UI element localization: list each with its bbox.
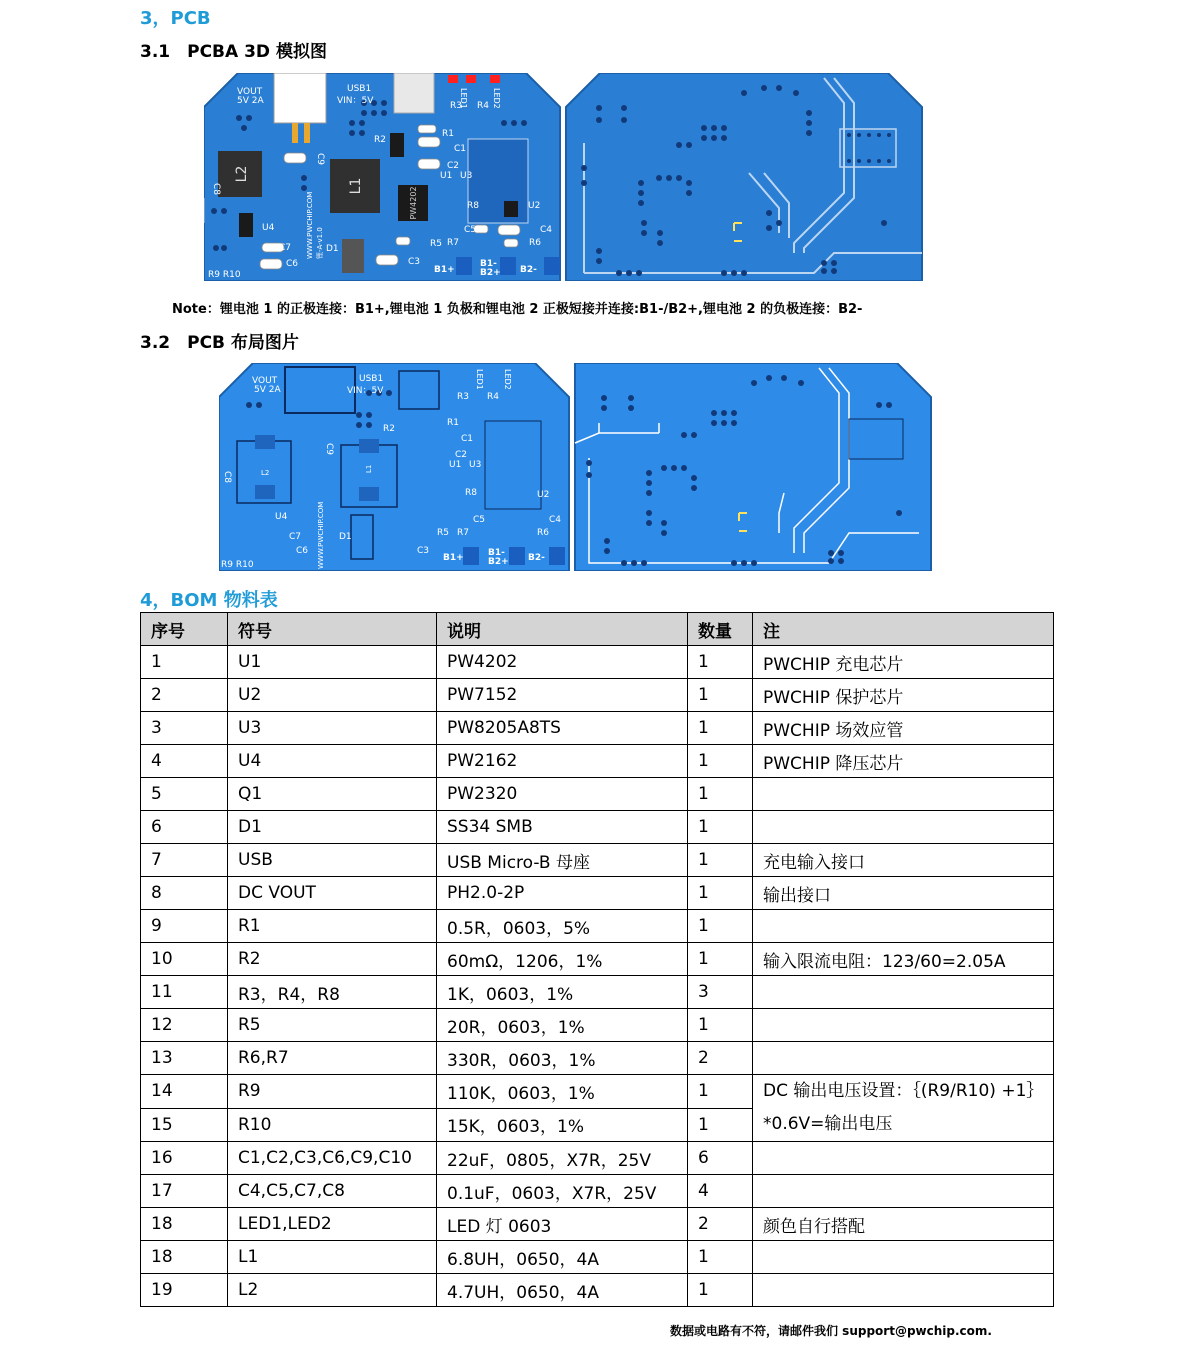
pcb-c4-label: C4 xyxy=(540,225,553,235)
pcb2-r1-label: R1 xyxy=(447,418,459,428)
pcb2-led1-label: LED1 xyxy=(475,369,484,390)
bom-cell-description: 0.5R，0603，5% xyxy=(437,910,688,943)
bom-cell-quantity: 1 xyxy=(688,1108,753,1142)
table-row xyxy=(141,745,1054,778)
bom-cell-index: 15 xyxy=(141,1108,228,1142)
pcb2-r9-r10-label: R9 R10 xyxy=(221,560,254,570)
bom-cell-description: 6.8UH，0650，4A xyxy=(437,1241,688,1274)
pcb2-vout-label: VOUT xyxy=(252,376,278,386)
bom-cell-index: 13 xyxy=(141,1042,228,1075)
table-row xyxy=(141,1208,1054,1241)
table-row xyxy=(141,877,1054,910)
bom-cell-note: PWCHIP 降压芯片 xyxy=(753,745,1054,778)
pcb2-b2p-label: B2+ xyxy=(488,557,509,567)
bom-cell-quantity: 2 xyxy=(688,1042,753,1075)
bom-cell-description: 0.1uF，0603，X7R，25V xyxy=(437,1175,688,1208)
bom-cell-quantity: 1 xyxy=(688,877,753,910)
bom-cell-description: LED 灯 0603 xyxy=(437,1208,688,1241)
pcb-c8-label: C8 xyxy=(211,183,221,196)
pcb-vin-label: VIN：5V xyxy=(337,96,374,106)
bom-cell-index: 17 xyxy=(141,1175,228,1208)
pcb-c1-label: C1 xyxy=(454,144,467,154)
pcb2-c5-label: C5 xyxy=(473,515,486,525)
pcb-c2-label: C2 xyxy=(447,161,460,171)
pcb2-r2-label: R2 xyxy=(383,424,395,434)
section-3-2-heading: 3.2 PCB 布局图片 xyxy=(140,333,299,353)
bom-cell-index: 4 xyxy=(141,745,228,778)
bom-cell-index: 8 xyxy=(141,877,228,910)
pcb-usb1-label: USB1 xyxy=(347,84,372,94)
pcb2-r6-label: R6 xyxy=(537,528,549,538)
bom-cell-quantity: 1 xyxy=(688,1274,753,1307)
pcb-r5-label: R5 xyxy=(430,239,442,249)
bom-cell-note: 充电输入接口 xyxy=(753,844,1054,877)
bom-cell-note xyxy=(753,910,1054,943)
bom-cell-note xyxy=(753,1042,1054,1075)
bom-cell-quantity: 1 xyxy=(688,745,753,778)
pcb2-led2-label: LED2 xyxy=(503,369,512,390)
pcb-www-label: WWW.PWCHIP.COM xyxy=(306,191,314,259)
bom-cell-symbol: L1 xyxy=(228,1241,437,1274)
pcb2-c6-label: C6 xyxy=(296,546,309,556)
section-3-1-heading: 3.1 PCBA 3D 模拟图 xyxy=(140,42,327,62)
pcb2-d1-label: D1 xyxy=(339,532,352,542)
bom-cell-symbol: Q1 xyxy=(228,778,437,811)
bom-cell-note xyxy=(753,1009,1054,1042)
pcb-r1-label: R1 xyxy=(442,129,454,139)
pcb-c5-label: C5 xyxy=(464,225,477,235)
pcb-r9-r10-label: R9 R10 xyxy=(208,270,241,280)
bom-cell-symbol: U4 xyxy=(228,745,437,778)
table-row xyxy=(141,1142,1054,1175)
bom-cell-index: 1 xyxy=(141,646,228,679)
pcb2-r8-label: R8 xyxy=(465,488,477,498)
pcb2-b2m-label: B2- xyxy=(528,553,545,563)
bom-cell-index: 10 xyxy=(141,943,228,976)
pcb-r6-label: R6 xyxy=(529,238,541,248)
pcb2-www-label: WWW.PWCHIP.COM xyxy=(317,501,325,569)
bom-cell-quantity: 6 xyxy=(688,1142,753,1175)
bom-cell-index: 3 xyxy=(141,712,228,745)
table-row xyxy=(141,778,1054,811)
bom-cell-symbol: LED1,LED2 xyxy=(228,1208,437,1241)
bom-cell-symbol: R6,R7 xyxy=(228,1042,437,1075)
bom-cell-description: 110K，0603，1% xyxy=(437,1075,688,1109)
pcb-version-label: 锂-A-v1.0 xyxy=(316,227,324,259)
bom-cell-description: 60mΩ，1206，1% xyxy=(437,943,688,976)
table-row xyxy=(141,646,1054,679)
table-row xyxy=(141,811,1054,844)
bom-cell-symbol: R3，R4，R8 xyxy=(228,976,437,1009)
bom-cell-description: 22uF，0805，X7R，25V xyxy=(437,1142,688,1175)
bom-cell-quantity: 3 xyxy=(688,976,753,1009)
pcb-r7-label: R7 xyxy=(447,238,459,248)
bom-cell-note: PWCHIP 场效应管 xyxy=(753,712,1054,745)
bom-cell-index: 12 xyxy=(141,1009,228,1042)
bom-cell-index: 14 xyxy=(141,1075,228,1109)
pcb2-c2-label: C2 xyxy=(455,450,468,460)
pcb-r2-label: R2 xyxy=(374,135,386,145)
table-row xyxy=(141,844,1054,877)
pcb2-l2-label: L2 xyxy=(261,469,270,477)
battery-connection-note: Note：锂电池 1 的正极连接：B1+,锂电池 1 负极和锂电池 2 正极短接并连接:B1-/B2+,锂电池 2 的负极连接：B2- xyxy=(172,302,863,317)
svg-text:L2: L2 xyxy=(234,165,250,183)
bom-cell-description: PW8205A8TS xyxy=(437,712,688,745)
pcb-led1-label: LED1 xyxy=(459,88,468,109)
bom-cell-note xyxy=(753,1241,1054,1274)
table-row xyxy=(141,1009,1054,1042)
pcb-r4-label: R4 xyxy=(477,101,489,111)
svg-text:L1: L1 xyxy=(348,177,364,195)
pcb-u1-label: U1 xyxy=(440,171,453,181)
pcb2-b1m-label: B1- xyxy=(488,548,505,558)
pcb-c9-label: C9 xyxy=(315,153,325,166)
section-3-heading: 3，PCB xyxy=(140,8,211,29)
pcb-b2m-label: B2- xyxy=(520,265,537,275)
pcb2-r5-label: R5 xyxy=(437,528,449,538)
bom-cell-note: PWCHIP 充电芯片 xyxy=(753,646,1054,679)
bom-cell-symbol: U2 xyxy=(228,679,437,712)
table-row xyxy=(141,943,1054,976)
pcb2-r3-label: R3 xyxy=(457,392,469,402)
bom-header-symbol: 符号 xyxy=(228,613,437,646)
pcb2-u1-label: U1 xyxy=(449,460,462,470)
pcb-r8-label: R8 xyxy=(467,201,479,211)
pcb-u3-label: U3 xyxy=(460,171,473,181)
pcb-b1p-label: B1+ xyxy=(434,265,455,275)
bom-cell-quantity: 1 xyxy=(688,1009,753,1042)
bom-cell-index: 18 xyxy=(141,1241,228,1274)
pw4202-chip-label: PW4202 xyxy=(409,186,418,220)
pcb2-c8-label: C8 xyxy=(222,471,232,484)
pcb-layout-image xyxy=(219,363,932,571)
bom-cell-quantity: 1 xyxy=(688,712,753,745)
bom-header-row xyxy=(141,613,1054,646)
table-row xyxy=(141,712,1054,745)
pcb2-u2-label: U2 xyxy=(537,490,550,500)
bom-cell-quantity: 2 xyxy=(688,1208,753,1241)
pcb-vout-spec-label: 5V 2A xyxy=(237,96,264,106)
bom-cell-symbol: U3 xyxy=(228,712,437,745)
pcb2-vout-spec-label: 5V 2A xyxy=(254,385,281,395)
bom-cell-quantity: 1 xyxy=(688,778,753,811)
pcb-u4-label: U4 xyxy=(262,223,275,233)
bom-cell-symbol: DC VOUT xyxy=(228,877,437,910)
bom-cell-description: 20R，0603，1% xyxy=(437,1009,688,1042)
table-row xyxy=(141,910,1054,943)
bom-cell-quantity: 1 xyxy=(688,679,753,712)
bom-cell-index: 19 xyxy=(141,1274,228,1307)
bom-cell-description: 1K，0603，1% xyxy=(437,976,688,1009)
bom-cell-symbol: R2 xyxy=(228,943,437,976)
pcb-vout-label: VOUT xyxy=(237,87,263,97)
pcb2-c4-label: C4 xyxy=(549,515,562,525)
table-row xyxy=(141,1175,1054,1208)
table-row xyxy=(141,679,1054,712)
bom-header-description: 说明 xyxy=(437,613,688,646)
bom-cell-note xyxy=(753,811,1054,844)
table-row xyxy=(141,1241,1054,1274)
bom-header-note: 注 xyxy=(753,613,1054,646)
bom-cell-index: 16 xyxy=(141,1142,228,1175)
pcba-3d-image xyxy=(204,73,926,281)
bom-cell-description: 330R，0603，1% xyxy=(437,1042,688,1075)
bom-cell-note xyxy=(753,976,1054,1009)
table-row xyxy=(141,1274,1054,1307)
bom-cell-note xyxy=(753,1274,1054,1307)
bom-cell-note: PWCHIP 保护芯片 xyxy=(753,679,1054,712)
bom-table xyxy=(140,612,1054,1307)
table-row xyxy=(141,1075,1054,1109)
bom-cell-note: 输入限流电阻：123/60=2.05A xyxy=(753,943,1054,976)
pcb2-c3-label: C3 xyxy=(417,546,430,556)
bom-cell-note xyxy=(753,1142,1054,1175)
pcb2-r4-label: R4 xyxy=(487,392,499,402)
pcb-c3-label: C3 xyxy=(408,257,421,267)
bom-cell-symbol: USB xyxy=(228,844,437,877)
bom-cell-index: 5 xyxy=(141,778,228,811)
bom-cell-symbol: D1 xyxy=(228,811,437,844)
bom-cell-description: SS34 SMB xyxy=(437,811,688,844)
bom-cell-symbol: R5 xyxy=(228,1009,437,1042)
bom-cell-index: 6 xyxy=(141,811,228,844)
bom-cell-description: USB Micro-B 母座 xyxy=(437,844,688,877)
section-4-heading: 4，BOM 物料表 xyxy=(140,590,278,611)
bom-cell-index: 7 xyxy=(141,844,228,877)
bom-cell-symbol: C4,C5,C7,C8 xyxy=(228,1175,437,1208)
bom-cell-index: 11 xyxy=(141,976,228,1009)
bom-cell-description: PW2320 xyxy=(437,778,688,811)
bom-cell-quantity: 4 xyxy=(688,1175,753,1208)
bom-cell-symbol: R1 xyxy=(228,910,437,943)
bom-cell-index: 18 xyxy=(141,1208,228,1241)
bom-cell-description: PH2.0-2P xyxy=(437,877,688,910)
bom-cell-description: PW7152 xyxy=(437,679,688,712)
pcb2-c1-label: C1 xyxy=(461,434,474,444)
pcb2-r7-label: R7 xyxy=(457,528,469,538)
bom-cell-symbol: R9 xyxy=(228,1075,437,1109)
pcb2-c9-label: C9 xyxy=(324,443,334,456)
bom-cell-description: 15K，0603，1% xyxy=(437,1108,688,1142)
footer-contact-note: 数据或电路有不符，请邮件我们 support@pwchip.com. xyxy=(670,1324,992,1338)
pcb-d1-label: D1 xyxy=(326,244,339,254)
table-row xyxy=(141,1042,1054,1075)
pcb-u2-label: U2 xyxy=(528,201,541,211)
bom-cell-symbol: U1 xyxy=(228,646,437,679)
pcb2-vin-label: VIN：5V xyxy=(347,386,384,396)
bom-cell-description: 4.7UH，0650，4A xyxy=(437,1274,688,1307)
bom-cell-symbol: L2 xyxy=(228,1274,437,1307)
pcb2-u3-label: U3 xyxy=(469,460,482,470)
bom-header-index: 序号 xyxy=(141,613,228,646)
bom-cell-index: 2 xyxy=(141,679,228,712)
bom-cell-quantity: 1 xyxy=(688,910,753,943)
pcb-b2p-label: B2+ xyxy=(480,268,501,278)
pcb-b1m-label: B1- xyxy=(480,259,497,269)
bom-cell-quantity: 1 xyxy=(688,811,753,844)
bom-cell-note xyxy=(753,1175,1054,1208)
bom-cell-note xyxy=(753,778,1054,811)
bom-cell-quantity: 1 xyxy=(688,1075,753,1109)
pcb2-u4-label: U4 xyxy=(275,512,288,522)
bom-cell-quantity: 1 xyxy=(688,844,753,877)
pcb2-b1p-label: B1+ xyxy=(443,553,464,563)
bom-header-quantity: 数量 xyxy=(688,613,753,646)
bom-cell-note: 输出接口 xyxy=(753,877,1054,910)
pcb-led2-label: LED2 xyxy=(492,88,501,109)
table-row xyxy=(141,976,1054,1009)
bom-cell-symbol: C1,C2,C3,C6,C9,C10 xyxy=(228,1142,437,1175)
bom-cell-quantity: 1 xyxy=(688,943,753,976)
pcb2-l1-label: L1 xyxy=(365,464,373,473)
bom-cell-symbol: R10 xyxy=(228,1108,437,1142)
pcb-r3-label: R3 xyxy=(450,101,462,111)
bom-cell-quantity: 1 xyxy=(688,646,753,679)
pcb2-usb1-label: USB1 xyxy=(359,374,384,384)
pcb-c7-label: C7 xyxy=(279,243,292,253)
bom-cell-description: PW2162 xyxy=(437,745,688,778)
bom-cell-quantity: 1 xyxy=(688,1241,753,1274)
pcb2-c7-label: C7 xyxy=(289,532,302,542)
bom-cell-note: DC 输出电压设置：｛(R9/R10) +1｝*0.6V=输出电压 xyxy=(753,1075,1054,1142)
bom-cell-index: 9 xyxy=(141,910,228,943)
pcb-c6-label: C6 xyxy=(286,259,299,269)
bom-cell-description: PW4202 xyxy=(437,646,688,679)
bom-cell-note: 颜色自行搭配 xyxy=(753,1208,1054,1241)
